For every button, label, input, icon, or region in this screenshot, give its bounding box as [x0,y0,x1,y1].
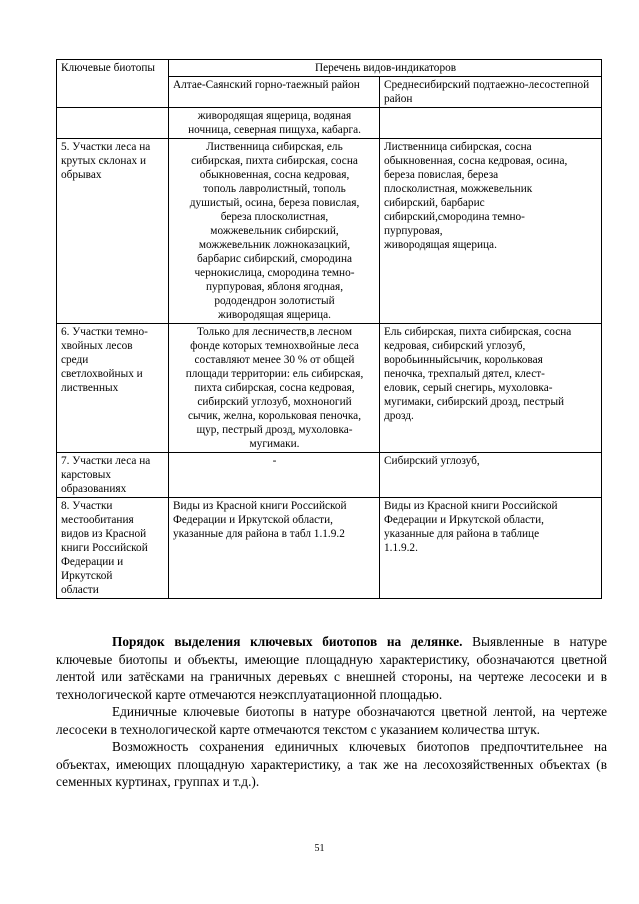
cell-line: местообитания [61,514,134,526]
table-cell [169,108,380,139]
cell-line: душистый, осина, береза повислая, [189,197,360,209]
cell-line: Виды из Красной книги Российской [384,500,558,512]
paragraph-heading: Порядок выделения ключевых биотопов на делянке. [112,634,463,649]
cell-line: 6. Участки темно- [61,326,148,338]
cell-line: среди [61,354,89,366]
table-row [57,453,602,498]
altai-sayan-cell [169,498,380,599]
table-row [57,324,602,453]
page-number: 51 [314,843,325,854]
cell-line: тополь лавролистный, тополь [203,183,346,195]
cell-line: воробьинныйсычик, корольковая [384,354,543,366]
cell-line: образованиях [61,483,127,495]
cell-line: составляют менее 30 % от общей [194,354,355,366]
cell-line: дрозд. [384,410,414,422]
header-indicator-species: Перечень видов-индикаторов [169,60,602,77]
table-row [57,139,602,324]
cell-line: щур, пестрый дрозд, мухоловка- [196,424,353,436]
header-key-biotopes: Ключевые биотопы [57,60,169,108]
body-text [56,633,607,791]
table-row [57,498,602,599]
cell-line: Лиственница сибирская, ель [206,141,343,153]
cell-line: можжевельник сибирский, [210,225,339,237]
cell-line: 8. Участки [61,500,113,512]
cell-line: указанные для района в таблице [384,528,540,540]
table-cell [380,108,602,139]
cell-line: рододендрон золотистый [214,295,335,307]
biotope-name-cell [57,324,169,453]
cell-line: области [61,584,99,596]
cell-line: живородящая ящерица. [384,239,497,251]
cell-line: мугимаки. [249,438,300,450]
cell-line: Федерации и Иркутской области, [173,514,333,526]
cell-line: барбарис сибирский, смородина [196,253,353,265]
central-siberian-cell [380,498,602,599]
cell-line: плосколистная, можжевельник [384,183,533,195]
cell-line: мугимаки, сибирский дрозд, пестрый [384,396,565,408]
central-siberian-cell [380,324,602,453]
cell-line: береза повислая, береза [384,169,499,181]
cell-line: Иркутской [61,570,113,582]
cell-line: чернокислица, смородина темно- [194,267,355,279]
cell-line: Федерации и [61,556,124,568]
header-region-central-siberian: Среднесибирский подтаежно-лесостепной район [380,77,602,108]
cell-line: фонде которых темнохвойные леса [190,340,359,352]
cell-line: лиственных [61,382,119,394]
cell-line: сибирский,смородина темно- [384,211,525,223]
cell-line: Лиственница сибирская, сосна [384,141,532,153]
cell-line: указанные для района в табл 1.1.9.2 [173,528,345,540]
cell-line: сибирский, барбарис [384,197,485,209]
cell-line: сибирская, пихта сибирская, сосна [191,155,358,167]
cell-line: обрывах [61,169,102,181]
cell-line: 7. Участки леса на [61,455,151,467]
cell-line: обыкновенная, сосна кедровая, [199,169,350,181]
cell-line: еловик, серый снегирь, мухоловка- [384,382,553,394]
cell-line: кедровая, сибирский углозуб, [384,340,526,352]
cell-line: Федерации и Иркутской области, [384,514,544,526]
cell-line: пихта сибирская, сосна кедровая, [194,382,355,394]
cell-line: можжевельник ложноказацкий, [198,239,351,251]
cell-line: Ель сибирская, пихта сибирская, сосна [384,326,572,338]
altai-sayan-cell: - [169,453,380,498]
cell-line: карстовых [61,469,112,481]
cell-line: живородящая ящерица, водяная [197,110,352,122]
cell-line: книги Российской [61,542,148,554]
paragraph: Единичные ключевые биотопы в натуре обозначаются цветной лентой, на чертеже лесосеки в технологической карте отмечаются текстом с указанием количества штук. [56,704,607,737]
biotope-name-cell [57,498,169,599]
table-row [57,108,602,139]
cell-line: хвойных лесов [61,340,133,352]
cell-line: обыкновенная, сосна кедровая, осина, [384,155,568,167]
cell-line: пеночка, трехпалый дятел, клест- [384,368,545,380]
cell-line: пурпуровая, [384,225,443,237]
cell-line: 1.1.9.2. [384,542,418,554]
table-header-row [57,60,602,77]
key-biotopes-table [56,59,602,599]
paragraph [56,633,607,703]
cell-line: Виды из Красной книги Российской [173,500,347,512]
table-cell [57,108,169,139]
cell-line: площади территории: ель сибирская, [185,368,364,380]
cell-line: живородящая ящерица. [218,309,331,321]
paragraph-text: Выявленные в натуре ключевые биотопы и объекты, имеющие площадную характеристику, обозначаются цветной лентой или затёсками на граничных деревьях с внешней стороны, на чертеже лесосеки и в технологической карте отмечаются неэксплуатационной площадью. [56,634,608,702]
biotope-name-cell [57,139,169,324]
cell-line: Только для лесничеств,в лесном [197,326,352,338]
cell-line: береза плосколистная, [220,211,329,223]
cell-line: крутых склонах и [61,155,147,167]
cell-line: светлохвойных и [61,368,143,380]
altai-sayan-cell [169,324,380,453]
cell-line: ночница, северная пищуха, кабарга. [188,124,361,136]
cell-line: видов из Красной [61,528,147,540]
cell-line: сибирский углозуб, мохноногий [197,396,352,408]
central-siberian-cell [380,139,602,324]
altai-sayan-cell [169,139,380,324]
biotope-name-cell [57,453,169,498]
central-siberian-cell: Сибирский углозуб, [380,453,602,498]
paragraph: Возможность сохранения единичных ключевых биотопов предпочтительнее на объектах, имеющих площадную характеристику, а так же на лесохозяйственных объектах (в семенных куртинах, группах и т.д.). [56,739,607,789]
header-region-altai-sayan: Алтае-Саянский горно-таежный район [169,77,380,108]
cell-line: сычик, желна, корольковая пеночка, [187,410,362,422]
cell-line: 5. Участки леса на [61,141,151,153]
cell-line: пурпуровая, яблоня ягодная, [205,281,344,293]
